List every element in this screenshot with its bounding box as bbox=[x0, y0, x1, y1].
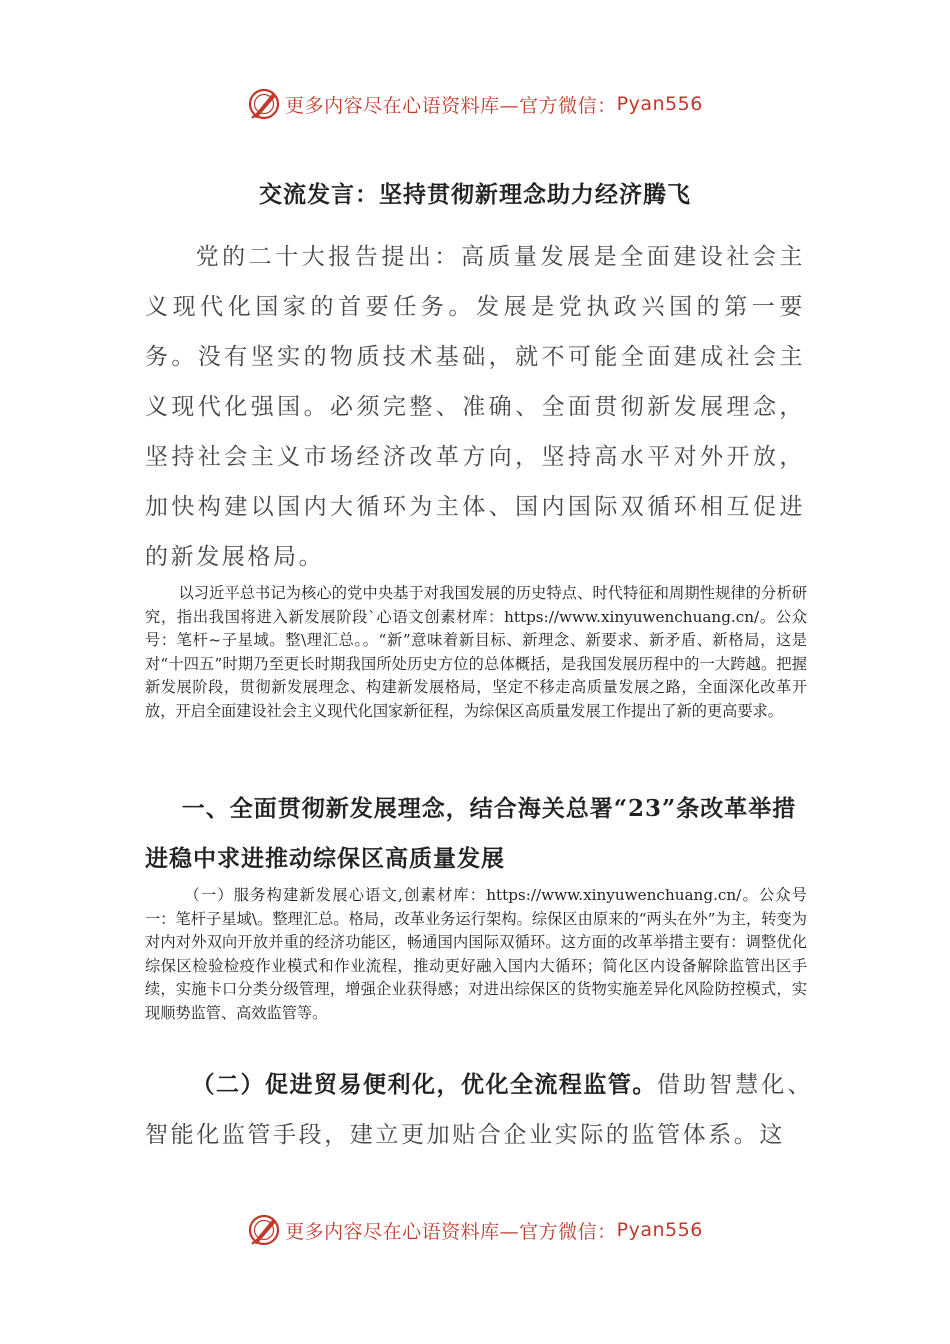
document-title: 交流发言：坚持贯彻新理念助力经济腾飞 bbox=[259, 181, 691, 208]
footer-banner[interactable] bbox=[0, 1212, 950, 1248]
banner-text: 更多内容尽在心语资料库—官方微信： bbox=[285, 1220, 617, 1243]
subsection-2-body: 借助智慧化、智能化监管手段，建立更加贴合企业实际的监管体系。这 bbox=[145, 1072, 814, 1148]
header-banner[interactable] bbox=[0, 86, 950, 122]
paragraph-subsection-1: （一）服务构建新发展心语文,创素材库：https://www.xinyuwenchuang.cn/。公众号一：笔杆子星域\。整理汇总。格局，改革业务运行架构。综保区由原来的“两头在外”为主，转变为对内对外双向开放并重的经济功能区，畅通国内国际双循环。这方面的改革举措主要有：调整优化综保区检验检疫作业模式和作业流程，推动更好融入国内大循环；简化区内设备解除监管出区手续，实施卡口分类分级管理，增强企业获得感；对进出综保区的货物实施差异化风险防控模式，实现顺势监管、高效监管等。 bbox=[145, 886, 807, 1022]
quill-pen-logo-icon bbox=[247, 87, 281, 121]
quill-pen-logo-icon bbox=[247, 1213, 281, 1247]
paragraph-intro: 党的二十大报告提出：高质量发展是全面建设社会主义现代化国家的首要任务。发展是党执政兴国的第一要务。没有坚实的物质技术基础，就不可能全面建成社会主义现代化强国。必须完整、准确、全面贯彻新发展理念，坚持社会主义市场经济改革方向，坚持高水平对外开放，加快构建以国内大循环为主体、国内国际双循环相互促进的新发展格局。 bbox=[145, 244, 805, 570]
paragraph-new-stage: 以习近平总书记为核心的党中央基于对我国发展的历史特点、时代特征和周期性规律的分析研究，指出我国将进入新发展阶段`心语文创素材库：https://www.xinyuwenchuang.cn/。公众号：笔杆~子星域。整\理汇总。。“新”意味着新目标、新理念、新要求、新矛盾、新格局，这是对“十四五”时期乃至更长时期我国所处历史方位的总体概括，是我国发展历程中的一大跨越。把握新发展阶段，贯彻新发展理念、构建新发展格局，坚定不移走高质量发展之路，全面深化改革开放，开启全面建设社会主义现代化国家新征程，为综保区高质量发展工作提出了新的更高要求。 bbox=[145, 584, 807, 720]
section-heading-1: 一、全面贯彻新发展理念，结合海关总署“23”条改革举措进稳中求进推动综保区高质量发展 bbox=[145, 795, 797, 872]
banner-account: Pyan556 bbox=[616, 93, 703, 115]
subsection-2-lead: （二）促进贸易便利化，优化全流程监管。 bbox=[191, 1071, 657, 1098]
banner-text: 更多内容尽在心语资料库—官方微信： bbox=[285, 94, 617, 117]
banner-account: Pyan556 bbox=[616, 1219, 703, 1241]
paragraph-subsection-2 bbox=[145, 1060, 813, 1160]
